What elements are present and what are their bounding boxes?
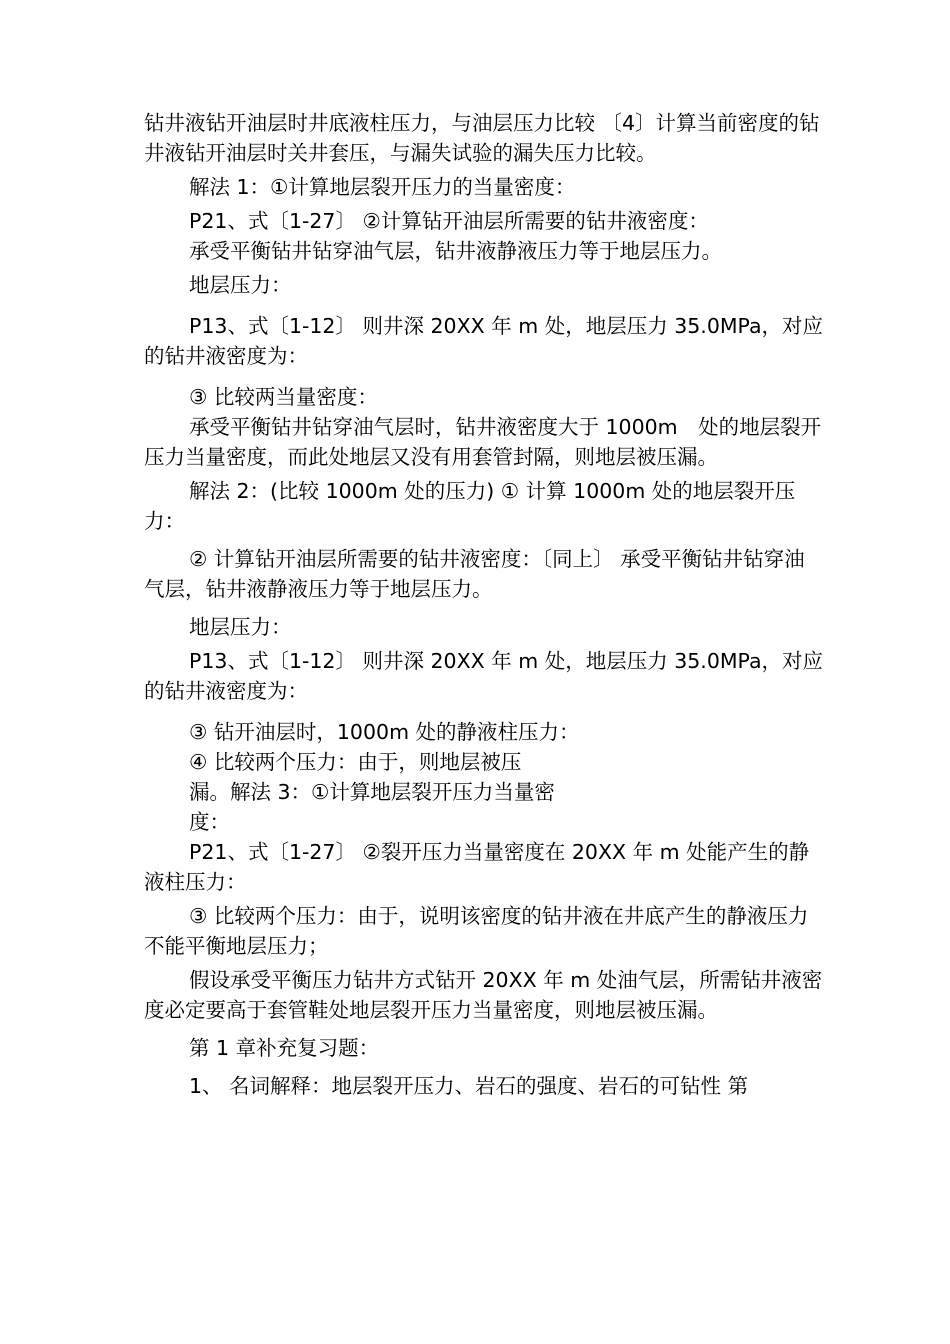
paragraph: 承受平衡钻井钻穿油气层时，钻井液密度大于 1000m 处的地层裂开压力当量密度，而此处地层又没有用套管封隔，则地层被压漏。 xyxy=(144,415,822,469)
paragraph: 1、 名词解释：地层裂开压力、岩石的强度、岩石的可钻性 第 xyxy=(189,1074,749,1098)
paragraph: 解法 2：(比较 1000m 处的压力) ① 计算 1000m 处的地层裂开压力： xyxy=(144,479,796,533)
paragraph: ④ 比较两个压力：由于，则地层被压 xyxy=(189,750,522,774)
paragraph: 地层压力： xyxy=(189,273,292,297)
paragraph: ③ 比较两个压力：由于，说明该密度的钻井液在井底产生的静液压力不能平衡地层压力； xyxy=(144,904,809,958)
paragraph: ② 计算钻开油层所需要的钻井液密度：〔同上〕 承受平衡钻井钻穿油气层，钻井液静液压力等于地层压力。 xyxy=(144,547,805,601)
paragraph: ③ 钻开油层时，1000m 处的静液柱压力： xyxy=(189,720,580,744)
paragraph: 漏。解法 3：①计算地层裂开压力当量密 xyxy=(189,780,555,804)
paragraph: ③ 比较两当量密度： xyxy=(189,385,378,409)
paragraph: 度： xyxy=(189,810,230,834)
document-body xyxy=(144,108,824,1101)
paragraph: P13、式〔1-12〕 则井深 20XX 年 m 处，地层压力 35.0MPa，对应的钻井液密度为： xyxy=(144,314,824,368)
paragraph: 承受平衡钻井钻穿油气层，钻井液静液压力等于地层压力。 xyxy=(189,239,722,263)
paragraph: 第 1 章补充复习题： xyxy=(189,1036,380,1060)
paragraph: 解法 1：①计算地层裂开压力的当量密度： xyxy=(189,175,576,199)
paragraph: 地层压力： xyxy=(189,615,292,639)
paragraph: 假设承受平衡压力钻井方式钻开 20XX 年 m 处油气层，所需钻井液密度必定要高于套管鞋处地层裂开压力当量密度，则地层被压漏。 xyxy=(144,968,823,1022)
paragraph: 钻井液钻开油层时井底液柱压力，与油层压力比较 〔4〕计算当前密度的钻井液钻开油层时关井套压，与漏失试验的漏失压力比较。 xyxy=(144,111,820,165)
paragraph: P21、式〔1-27〕 ②裂开压力当量密度在 20XX 年 m 处能产生的静液柱压力： xyxy=(144,840,810,894)
paragraph: P13、式〔1-12〕 则井深 20XX 年 m 处，地层压力 35.0MPa，对应的钻井液密度为： xyxy=(144,649,824,703)
paragraph: P21、式〔1-27〕 ②计算钻开油层所需要的钻井液密度： xyxy=(189,209,709,233)
